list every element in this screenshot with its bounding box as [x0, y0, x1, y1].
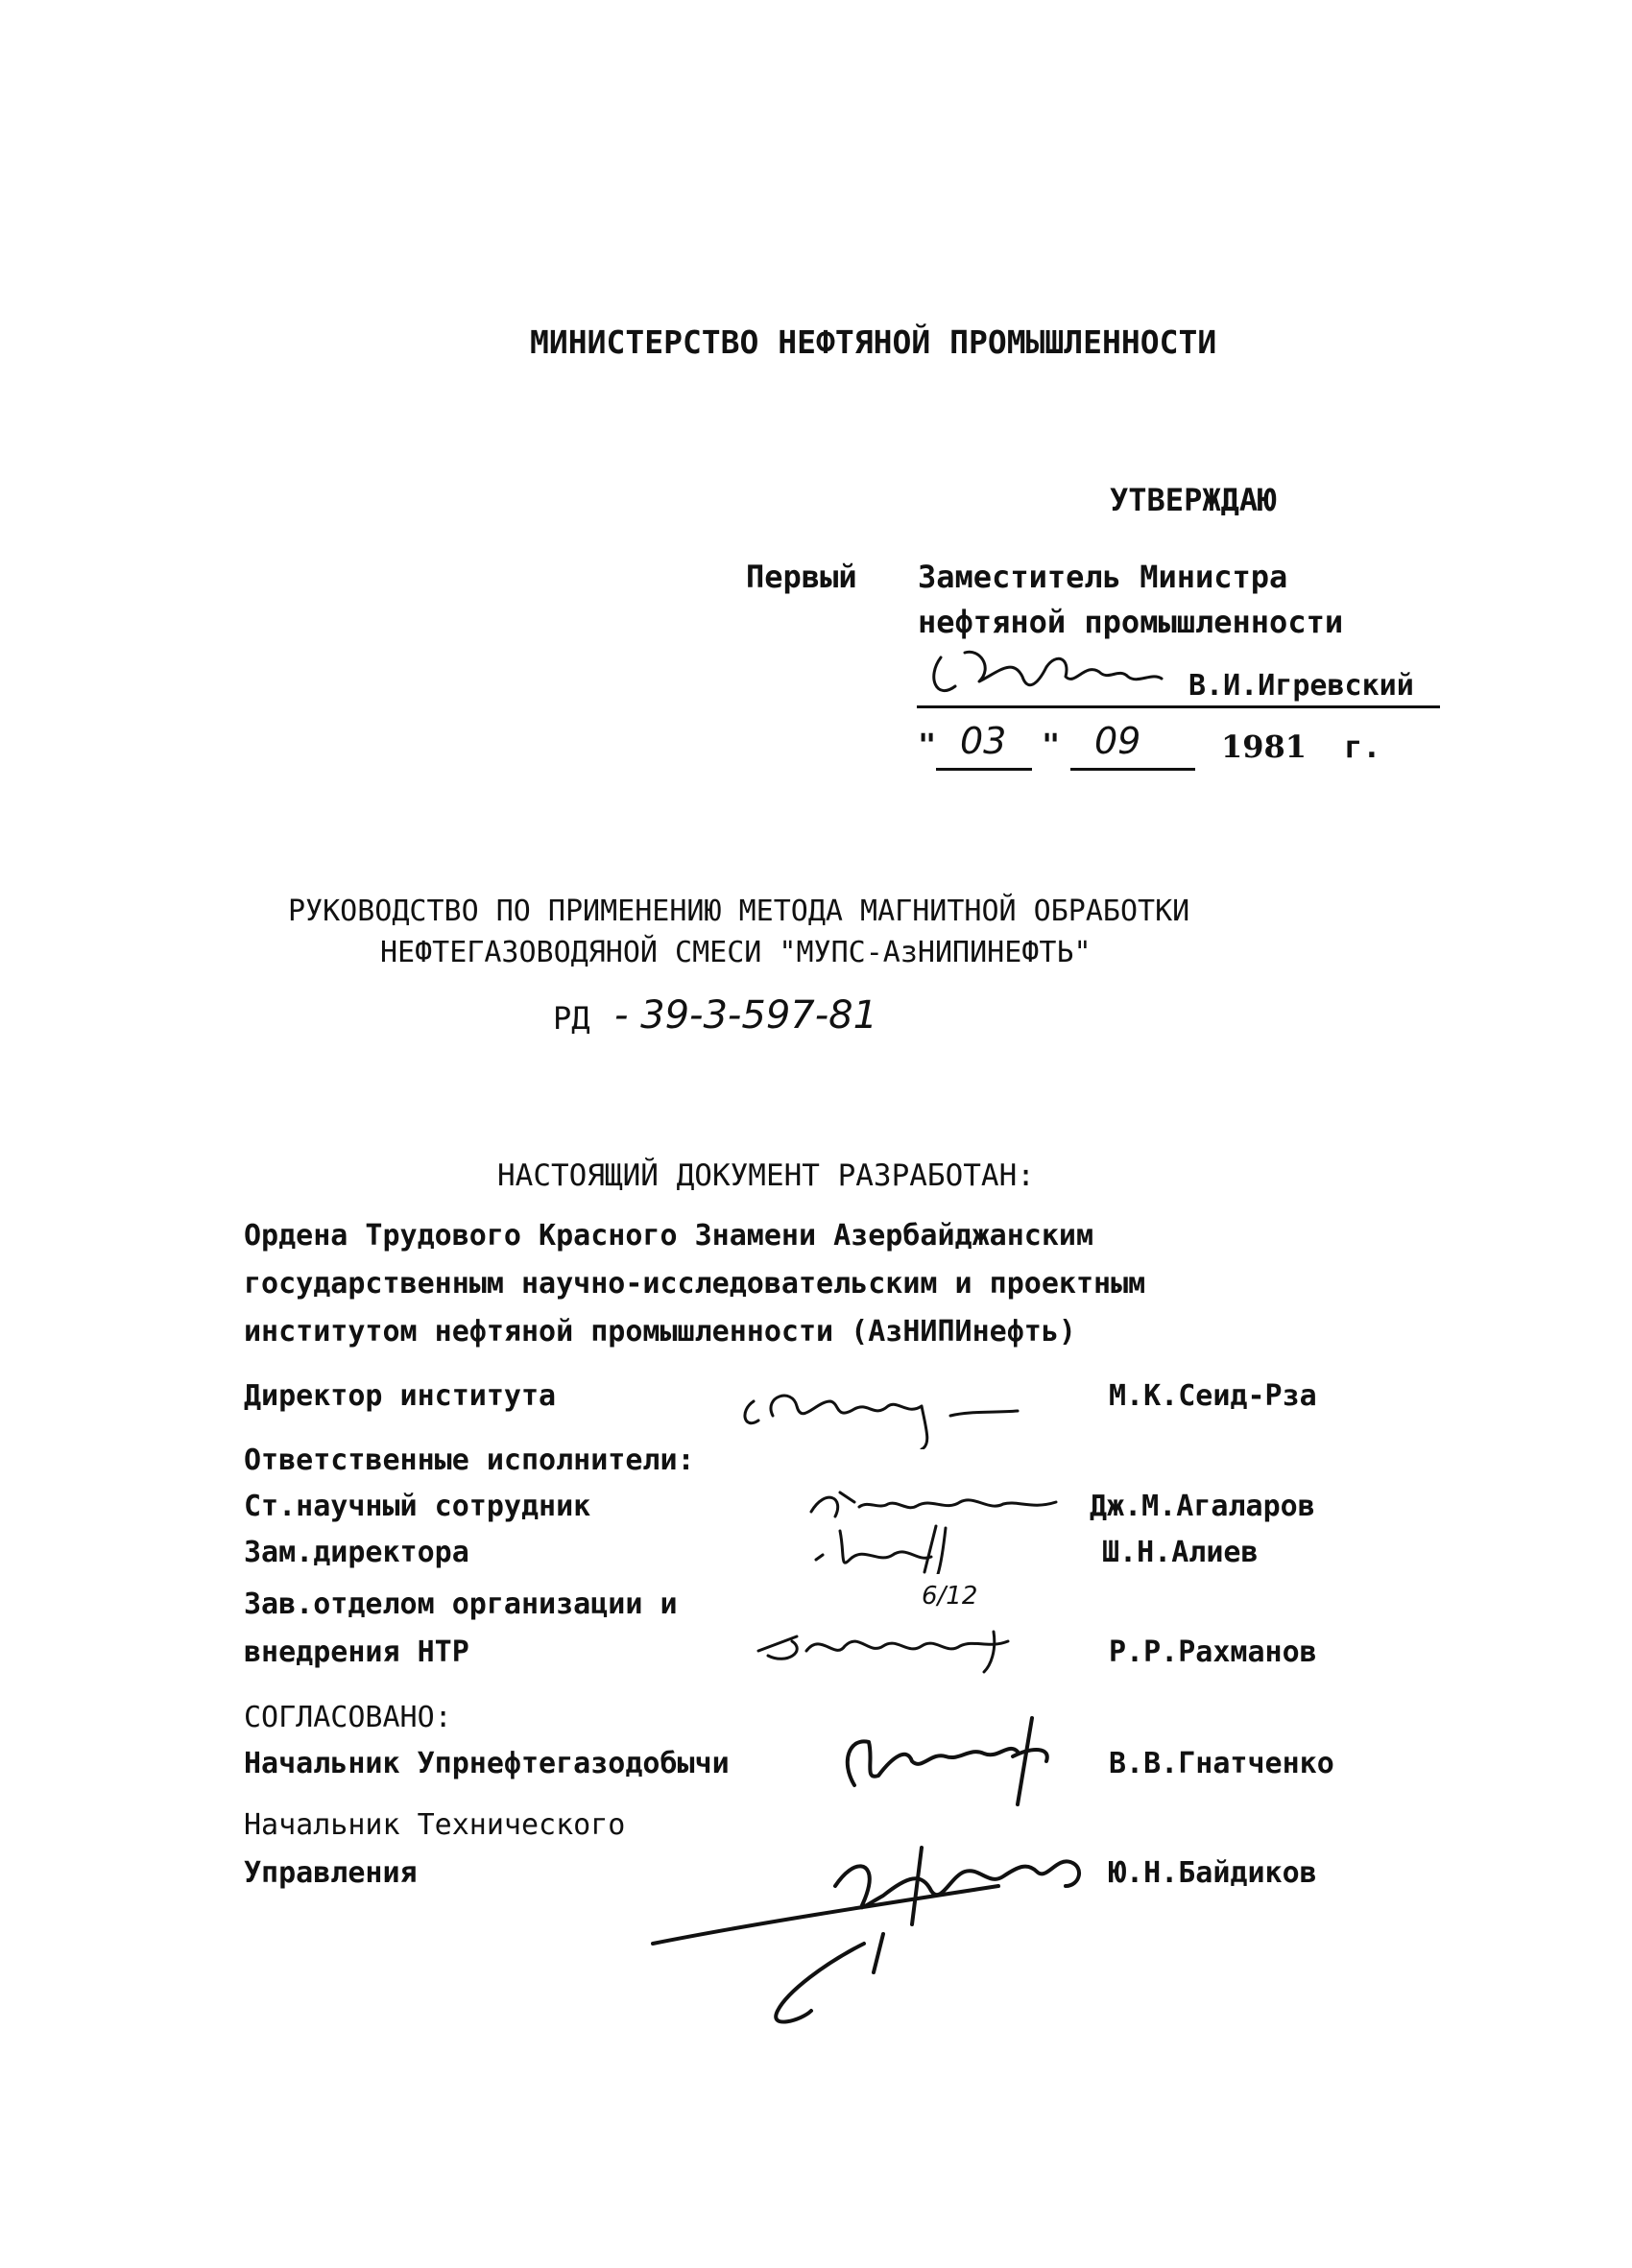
ministry-title: МИНИСТЕРСТВО НЕФТЯНОЙ ПРОМЫШЛЕННОСТИ [530, 323, 1217, 361]
developer-org-line1: Ордена Трудового Красного Знамени Азербайджанским [244, 1219, 1094, 1253]
approval-date-year: 1981 [1221, 728, 1308, 765]
agreed-heading: СОГЛАСОВАНО: [244, 1701, 452, 1734]
director-label: Директор института [244, 1379, 557, 1413]
approval-date-day: 03 [960, 720, 1007, 762]
agreed-head2-name: Ю.Н.Байдиков [1109, 1856, 1317, 1890]
approval-position-line1: Заместитель Министра [918, 559, 1288, 595]
deputy-director-name: Ш.Н.Алиев [1102, 1536, 1259, 1569]
director-name: М.К.Сеид-Рза [1109, 1379, 1317, 1413]
approval-date-suffix: г. [1344, 728, 1381, 765]
head-dept-name: Р.Р.Рахманов [1109, 1635, 1317, 1669]
agreed-head2-label-line2: Управления [244, 1856, 418, 1890]
responsible-label: Ответственные исполнители: [244, 1444, 695, 1477]
approval-position-line2: нефтяной промышленности [918, 604, 1344, 640]
approval-signatory: В.И.Игревский [1188, 669, 1414, 703]
document-code-number: - 39-3-597-81 [614, 993, 878, 1038]
head-dept-signature [749, 1612, 1056, 1680]
date-month-underline [1070, 768, 1195, 771]
handwritten-note: 6/12 [922, 1582, 978, 1611]
title-line1: РУКОВОДСТВО ПО ПРИМЕНЕНИЮ МЕТОДА МАГНИТНОЙ ОБРАБОТКИ [288, 895, 1190, 928]
document-code-prefix: РД [553, 1000, 590, 1037]
deputy-director-signature [811, 1516, 1003, 1574]
date-day-underline [936, 768, 1032, 771]
head-dept-label-line1: Зав.отделом организации и [244, 1588, 678, 1621]
developer-org-line3: институтом нефтяной промышленности (АзНИПИнефть) [244, 1315, 1076, 1349]
agreed-head2-signature [634, 1819, 1114, 2040]
approval-first: Первый [746, 559, 857, 595]
quote-open: " [918, 727, 937, 763]
agreed-head2-label-line1: Начальник Технического [244, 1808, 626, 1842]
agreed-head1-name: В.В.Гнатченко [1109, 1747, 1334, 1780]
developer-org-line2: государственным научно-исследовательским и проектным [244, 1267, 1146, 1301]
title-line2: НЕФТЕГАЗОВОДЯНОЙ СМЕСИ "МУПС-АзНИПИНЕФТЬ" [380, 936, 1092, 969]
developer-heading: НАСТОЯЩИЙ ДОКУМЕНТ РАЗРАБОТАН: [497, 1158, 1035, 1193]
approval-heading: УТВЕРЖДАЮ [1110, 482, 1277, 518]
signature-line [917, 705, 1440, 708]
senior-researcher-name: Дж.М.Агаларов [1090, 1490, 1315, 1523]
minister-signature [922, 629, 1210, 705]
approval-date-month: 09 [1094, 720, 1141, 762]
quote-close: " [1042, 727, 1061, 763]
deputy-director-label: Зам.директора [244, 1536, 469, 1569]
director-signature [730, 1363, 1133, 1449]
senior-researcher-label: Ст.научный сотрудник [244, 1490, 591, 1523]
agreed-head1-signature [826, 1704, 1094, 1809]
head-dept-label-line2: внедрения НТР [244, 1635, 469, 1669]
agreed-head1-label: Начальник Упрнефтегазодобычи [244, 1747, 730, 1780]
